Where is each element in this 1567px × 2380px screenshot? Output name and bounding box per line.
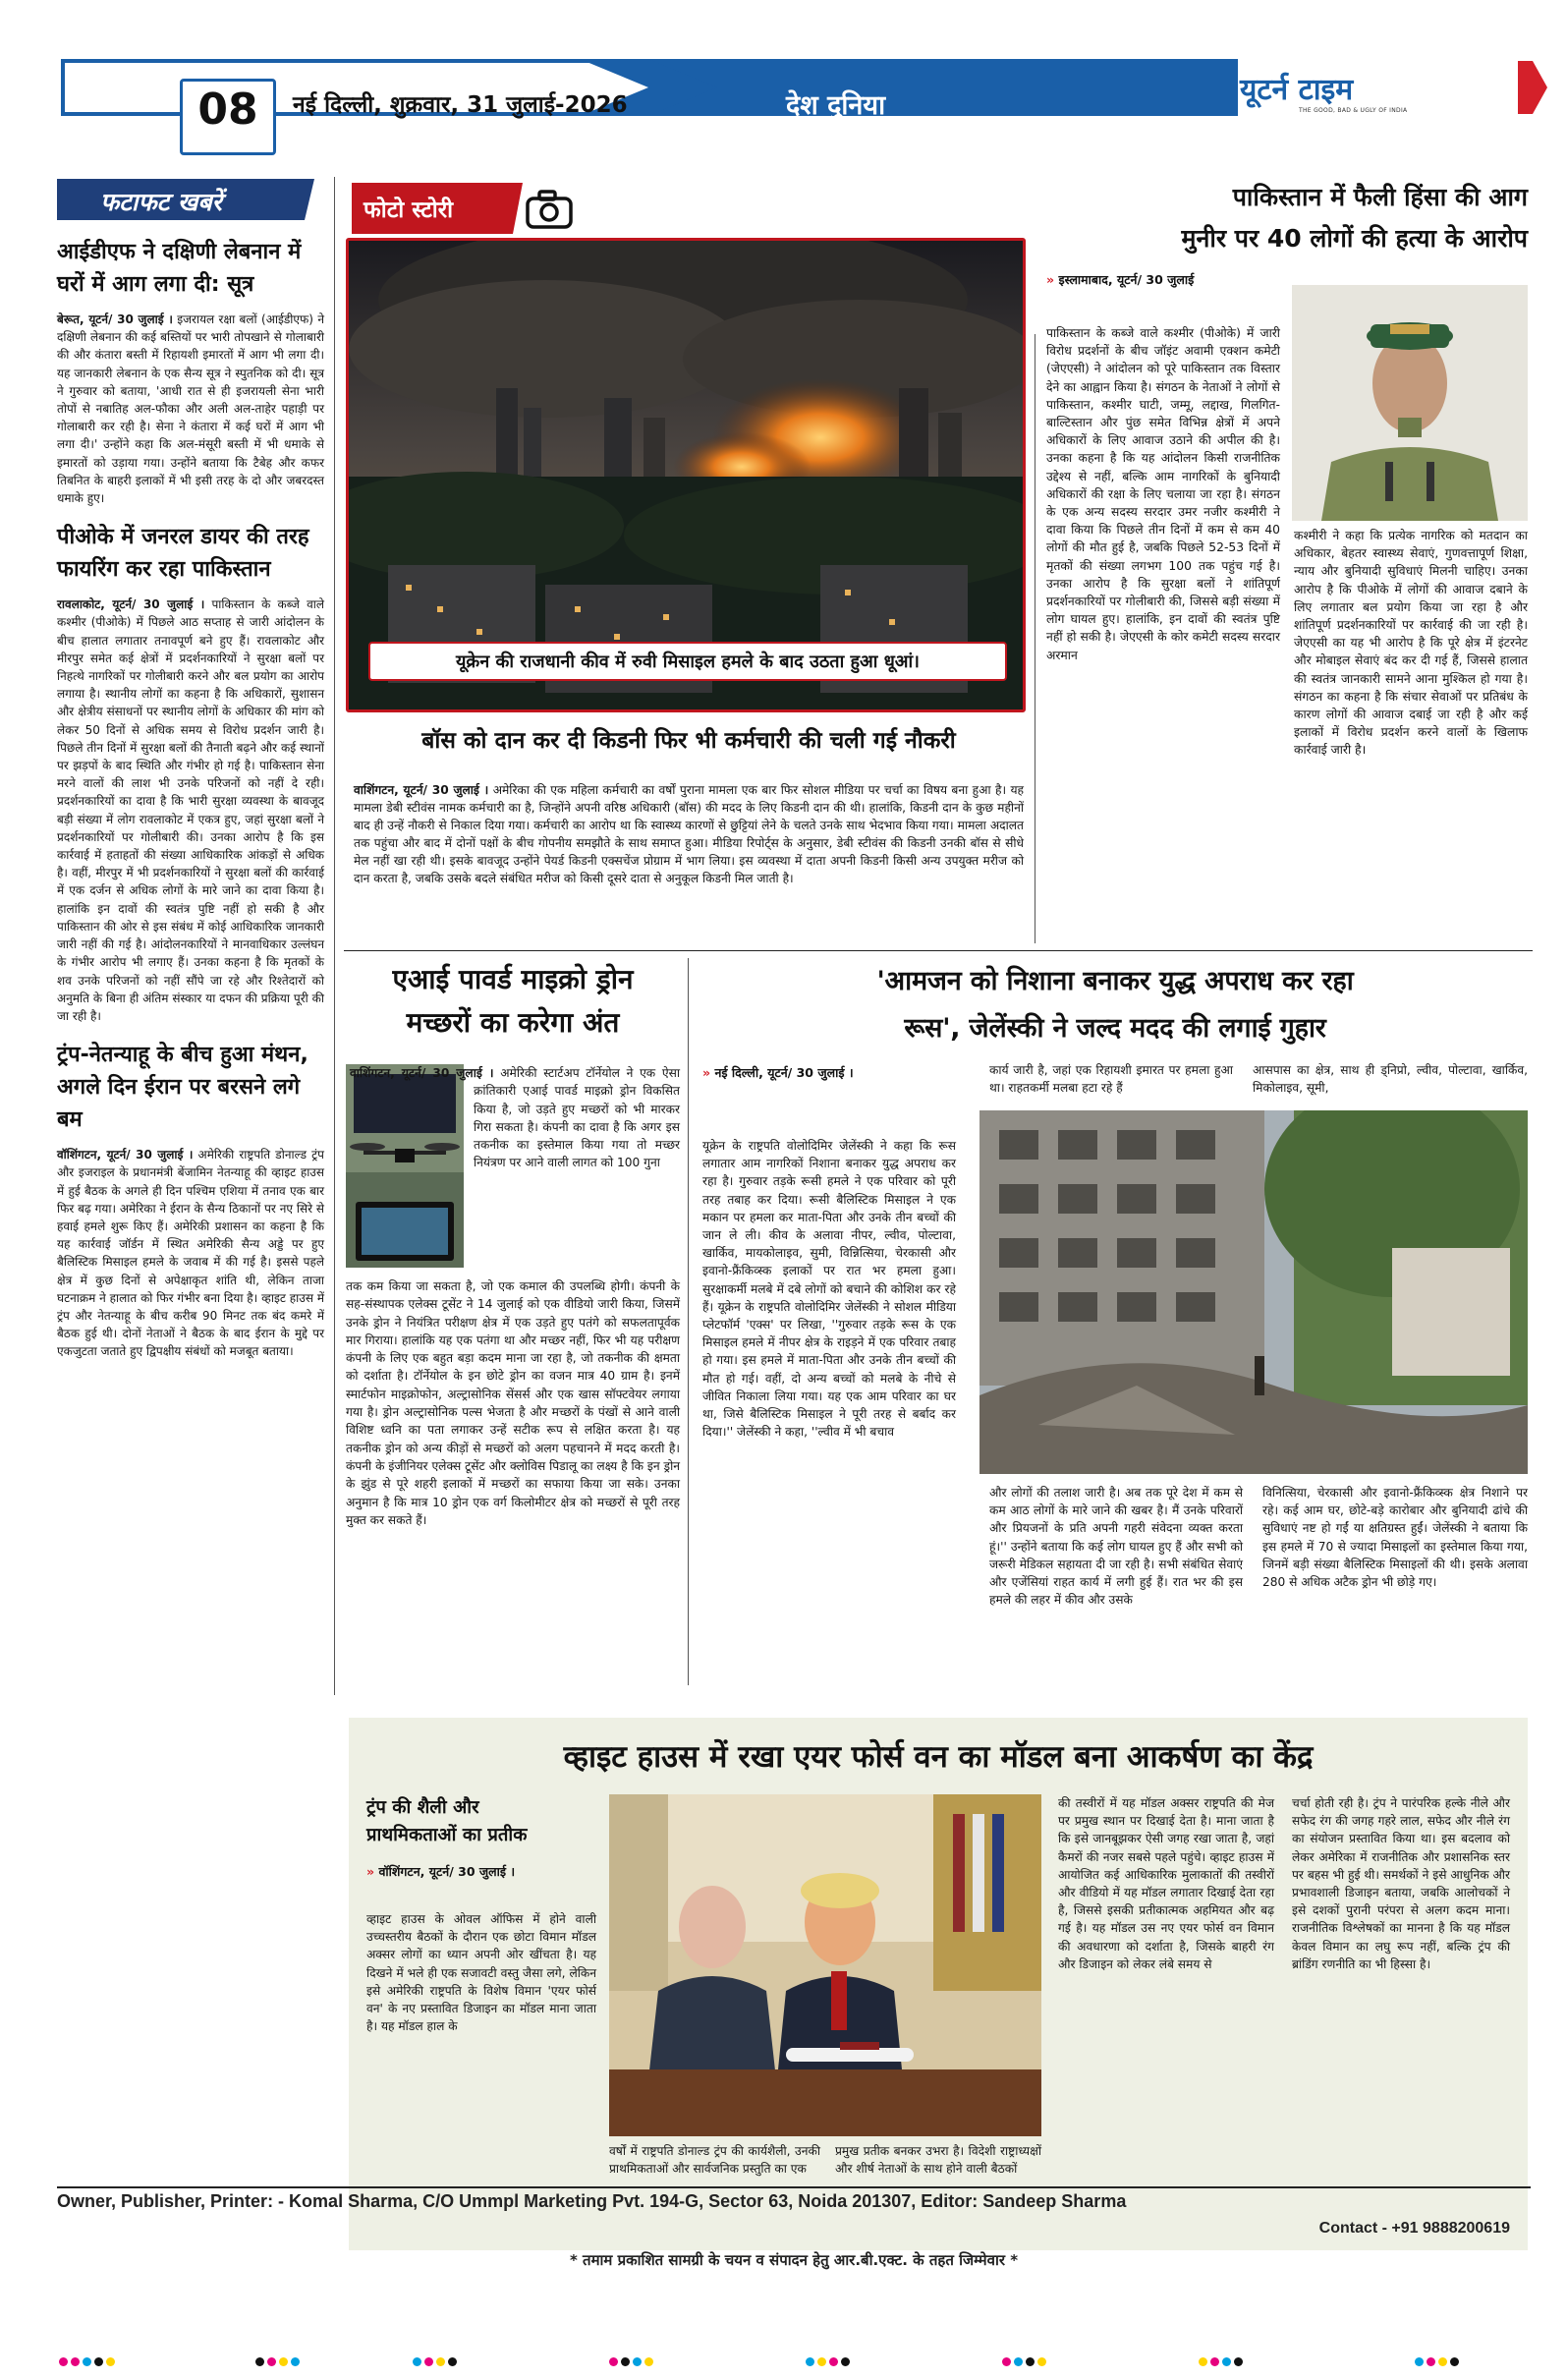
column-divider bbox=[688, 958, 689, 1685]
kidney-story bbox=[354, 722, 1024, 887]
zelensky-col1: यूक्रेन के राष्ट्रपति वोलोदिमिर जेलेंस्की ने कहा कि रूस लगातार आम नागरिकों निशाना बनाकर युद्ध अपराध कर रहा है। गुरुवार तड़के रूसी हमले ने एक परिवार को पूरी तरह तबाह कर दिया। रूसी बैलिस्टिक मिसाइल ने एक मकान पर हमला कर माता-पिता और उनके तीन बच्चों की जान ले ली। कीव के अलावा नीपर, ल्वीव, पोल्टावा, खार्किव, मायकोलाइव, सुमी, विन्नित्सिया, चेरकासी और इवानो-फ्रैंकिव्स्क इलाकों पर रात भर हमला हुआ। सुरक्षाकर्मी मलबे में दबे लोगों को बचाने की कोशिश कर रहे हैं। यूक्रेन के राष्ट्रपति वोलोदिमिर जेलेंस्की ने सोशल मीडिया प्लेटफॉर्म 'एक्स' पर लिखा, ''गुरुवार तड़के रूस के एक मिसाइल हमले में नीपर क्षेत्र के राइड़ने में एक परिवार तबाह हो गया। इस हमले में माता-पिता और उनके तीन बच्चों की मौत हो गई। वहीं, दो अन्य बच्चों को मलबे के नीचे से जीवित निकाला लिया गया। यह एक आम परिवार का घर था, जिसे बैलिस्टिक मिसाइल ने पूरी तरह से बर्बाद कर दिया।'' जेलेंस्की ने कहा, ''ल्वीव में भी बचाव bbox=[702, 1139, 956, 1440]
photo-frame bbox=[346, 238, 1026, 712]
photo-caption: यूक्रेन की राजधानी कीव में रुवी मिसाइल हमले के बाद उठता हुआ धूआं। bbox=[455, 652, 921, 672]
logo-tagline: THE GOOD, BAD & UGLY OF INDIA bbox=[1299, 107, 1408, 114]
zelensky-dateline-text: नई दिल्ली, यूटर्न/ 30 जुलाई । bbox=[714, 1065, 854, 1080]
brief-text: इजरायल रक्षा बलों (आईडीएफ) ने दक्षिणी लेबनान की कई बस्तियों पर भारी तोपखाने से गोलाबारी की और कंतारा बस्ती में रिहायशी इमारतों में आग भी लगा दी। यह जानकारी लेबनान के एक सैन्य सूत्र ने स्पुतनिक को दी। सूत्र ने गुरुवार को बताया, 'आधी रात से ही इजरायली सेना भारी तोपों से नबातिह अल-फौका और अली अल-ताहेर पहाड़ी पर गोलाबारी कर रही है। सेना ने कंतारा में कई घरों में आग भी लगा दी।' उन्होंने कहा कि अल-मंसूरी बस्ती में भी धमाके से इमारतों को उड़ाया गया। उन्होंने बताया कि टैबेह और कफर तिबनित के बाहरी इलाकों में भी इसी तरह के दो और जबरदस्त धमाके हुए। bbox=[57, 312, 324, 506]
whitehouse-col4: चर्चा होती रही है। ट्रंप ने पारंपरिक हल्के नीले और सफेद रंग की जगह गहरे लाल, सफेद और नीले रंग का संयोजन प्रस्तावित किया था। इस बदलाव को लेकर अमेरिका में राजनीतिक और प्रशासनिक स्तर पर बहस भी हुई थी। समर्थकों ने इसे आधुनिक और प्रभावशाली डिजाइन बताया, जबकि आलोचकों ने इसे दशकों पुरानी परंपरा से अलग कदम माना। राजनीतिक विश्लेषकों का मानना है कि यह मॉडल केवल विमान का लघु रूप नहीं, बल्कि ट्रंप की ब्रांडिंग रणनीति का भी हिस्सा है। bbox=[1292, 1796, 1510, 1971]
kidney-dateline: वाशिंगटन, यूटर्न/ 30 जुलाई । bbox=[354, 783, 489, 797]
pakistan-headline-2: मुनीर पर 40 लोगों की हत्या के आरोप bbox=[1181, 224, 1528, 253]
drone-bottom-text: तक कम किया जा सकता है, जो एक कमाल की उपलब्धि होगी। कंपनी के सह-संस्थापक एलेक्स टूसेंट ने 14 जुलाई को एक वीडियो जारी किया, जिसमें उनके ड्रोन ने नियंत्रित परीक्षण क्षेत्र में एक उड़ते हुए पतंगे को सफलतापूर्वक मार गिराया। हालांकि यह एक पतंगा था और मच्छर नहीं, फिर भी यह परीक्षण कंपनी के लिए एक बहुत बड़ा कदम माना जा रहा है, जो तकनीक की क्षमता को दर्शाता है। टॉर्नेयोल के इन छोटे ड्रोन का वजन मात्र 40 ग्राम है। इनमें स्मार्टफोन माइक्रोफोन, अल्ट्रासोनिक सेंसर्स और एक खास सॉफ्टवेयर लगाया गया है। ड्रोन अल्ट्रासोनिक पल्स भेजता है और मच्छरों के पंखों से आने वाली विशिष्ट ध्वनि का पता लगाकर उन्हें सटीक रूप से लक्षित करता है। यह तकनीक ड्रोन को अन्य कीड़ों से मच्छरों को अलग पहचानने में मदद करती है। कंपनी के इंजीनियर एलेक्स टूसेंट और क्लोविस पिडालू का लक्ष्य है कि इन ड्रोन के झुंड से पूरे शहरी इलाकों में मच्छरों का सफाया किया जा सके। उनका अनुमान है कि मात्र 10 ड्रोन एक वर्ग किलोमीटर क्षेत्र को मच्छरों से पूरी तरह मुक्त कर सकते हैं। bbox=[346, 1279, 680, 1527]
brief-body bbox=[57, 1146, 324, 1360]
masthead bbox=[0, 0, 1567, 138]
photo-story-tab bbox=[346, 177, 591, 238]
brief-text: अमेरिकी राष्ट्रपति डोनाल्ड ट्रंप और इजराइल के प्रधानमंत्री बेंजामिन नेतन्याहू की व्हाइट हाउस में हुई बैठक के अगले ही दिन पश्चिम एशिया में तनाव एक बार फिर बढ़ गया। अमेरिका ने ईरान के सैन्य ठिकानों पर नए सिरे से हवाई हमले शुरू किए हैं। अमेरिकी प्रशासन का कहना है कि यह कार्रवाई जॉर्डन में स्थित अमेरिकी सैन्य अड्डे पर हुए बैलिस्टिक मिसाइल हमले के जवाब में की गई है। इससे पहले क्षेत्र में कुछ दिनों से अपेक्षाकृत शांति थी, लेकिन ताजा घटनाक्रम ने हालात को फिर गंभीर बना दिया है। व्हाइट हाउस में ट्रंप और नेतन्याहू के बीच करीब 90 मिनट तक बंद कमरे में बैठक हुई थी। दोनों नेताओं ने बैठक के बाद ईरान के मुद्दे पर एकजुटता जताते हुए द्विपक्षीय संबंधों को मजबूत बताया। bbox=[57, 1148, 324, 1359]
whitehouse-col3: की तस्वीरों में यह मॉडल अक्सर राष्ट्रपति की मेज पर प्रमुख स्थान पर दिखाई देता है। माना जाता है कि इसे जानबूझकर ऐसी जगह रखा जाता है, जहां कैमरों की नजर सबसे पहले पहुंचे। व्हाइट हाउस में आयोजित कई आधिकारिक मुलाकातों की तस्वीरों और वीडियो में यह मॉडल लगातार दिखाई देता रहा है, जिससे इसकी प्रतीकात्मक अहमियत और बढ़ गई है। यह मॉडल उस नए एयर फोर्स वन विमान की अवधारणा को दर्शाता है, जिसके बाहरी रंग और डिजाइन को लेकर लंबे समय से bbox=[1058, 1796, 1274, 1971]
kidney-headline: बॉस को दान कर दी किडनी फिर भी कर्मचारी की चली गई नौकरी bbox=[421, 728, 956, 754]
munir-photo-image bbox=[1292, 285, 1528, 521]
contact: Contact - +91 9888200619 bbox=[1318, 2220, 1510, 2237]
kidney-text: अमेरिका की एक महिला कर्मचारी का वर्षों पुराना मामला एक बार फिर सोशल मीडिया पर चर्चा का विषय बना हुआ है। यह मामला डेबी स्टीवंस नामक कर्मचारी का है, जिन्होंने अपनी वरिष्ठ अधिकारी (बॉस) की मदद के लिए किडनी दान की थी। हालांकि, किडनी दान के कुछ महीनों बाद ही उन्हें नौकरी से निकाल दिया गया। कर्मचारी का आरोप था कि स्वास्थ्य कारणों से छुट्टियां लेने के चलते उनके साथ भेदभाव किया गया। मामला अदालत तक पहुंचा और बाद में दोनों पक्षों के बीच गोपनीय समझौते के साथ समाप्त हुआ। मीडिया रिपोर्ट्स के अनुसार, डेबी स्टीवंस की किडनी उनकी बॉस से सीधे मेल नहीं खा रही थी। इसके बावजूद उन्होंने पेयर्ड किडनी एक्सचेंज प्रोग्राम में भाग लिया। इस व्यवस्था में दाता अपनी किडनी किसी अन्य उपयुक्त मरीज को दान करता है, जबकि उसके बदले संबंधित मरीज को किसी दूसरे दाता से अनुकूल किडनी मिल जाती है। bbox=[354, 783, 1025, 885]
whitehouse-under1: वर्षों में राष्ट्रपति डोनाल्ड ट्रंप की कार्यशैली, उनकी प्राथमिकताओं और सार्वजनिक प्रस्तुति का एक bbox=[609, 2144, 820, 2177]
chevron-right-icon: » bbox=[1046, 272, 1055, 287]
imprint: Owner, Publisher, Printer: - Komal Sharma, C/O Ummpl Marketing Pvt. 194-G, Sector 63, Noida 201307, Editor: Sandeep Sharma bbox=[57, 2191, 1127, 2211]
zelensky-headline-2: रूस', जेलेंस्की ने जल्द मदद की लगाई गुहार bbox=[904, 1013, 1326, 1044]
registration-marks bbox=[59, 2352, 1513, 2365]
brief-headline: पीओके में जनरल डायर की तरह फायरिंग कर रहा पाकिस्तान bbox=[57, 525, 309, 583]
pakistan-dateline-text: इस्लामाबाद, यूटर्न/ 30 जुलाई bbox=[1058, 272, 1195, 287]
whitehouse-col1: व्हाइट हाउस के ओवल ऑफिस में होने वाली उच्चस्तरीय बैठकों के दौरान एक छोटा विमान मॉडल अक्सर लोगों का ध्यान अपनी ओर खींचता है। यह दिखने में भले ही एक सजावटी वस्तु जैसा लगे, लेकिन इसे अमेरिकी राष्ट्रपति के विशेष विमान 'एयर फोर्स वन' के नए प्रस्तावित डिजाइन का मॉडल माना जाता है। यह मॉडल हाल के bbox=[366, 1912, 596, 2034]
photo-story bbox=[346, 177, 1026, 712]
chevron-right-icon: » bbox=[366, 1864, 375, 1879]
footer-rule bbox=[57, 2186, 1531, 2188]
logo-text: यूटर्न टाइम bbox=[1240, 73, 1354, 107]
section-divider bbox=[344, 950, 1533, 951]
whitehouse-dateline bbox=[366, 1863, 602, 1880]
dateline: नई दिल्ली, शुक्रवार, 31 जुलाई-2026 bbox=[293, 92, 628, 118]
brief-body bbox=[57, 311, 324, 507]
subhead-line-2: प्राथमिकताओं का प्रतीक bbox=[366, 1825, 528, 1845]
chevron-right-icon: » bbox=[702, 1065, 711, 1080]
page-number: 08 bbox=[197, 85, 258, 135]
disclaimer: * तमाम प्रकाशित सामग्री के चयन व संपादन हेतु आर.बी.एक्ट. के तहत जिम्मेवार * bbox=[569, 2251, 1019, 2269]
zelensky-photo bbox=[979, 1110, 1528, 1474]
brief-column bbox=[57, 177, 324, 2270]
brief-headline: ट्रंप-नेतन्याहू के बीच हुआ मंथन, अगले दिन ईरान पर बरसने लगे बम bbox=[57, 1043, 308, 1133]
logo bbox=[1240, 74, 1485, 133]
zelensky-story bbox=[702, 958, 1528, 1685]
brief-label-text: फटाफट खबरें bbox=[100, 188, 222, 216]
drone-byline bbox=[346, 1064, 680, 1172]
whitehouse-under2: प्रमुख प्रतीक बनकर उभरा है। विदेशी राष्ट्राध्यक्षों और शीर्ष नेताओं के साथ होने वाली बैठकों bbox=[835, 2144, 1041, 2177]
brief-body bbox=[57, 595, 324, 1025]
brief-story-2 bbox=[57, 521, 324, 1025]
column-divider bbox=[334, 177, 335, 1695]
pakistan-col1: पाकिस्तान के कब्जे वाले कश्मीर (पीओके) में जारी विरोध प्रदर्शनों के बीच जॉइंट अवामी एक्शन कमेटी (जेएएसी) ने आंदोलन को पूरे पाकिस्तान तक विस्तार देने का आह्वान किया है। संगठन के नेताओं ने लोगों से पाकिस्तान, कश्मीर घाटी, जम्मू, लद्दाख, गिलगित-बाल्टिस्तान और पुंछ समेत विभिन्न क्षेत्रों में अपने अधिकारों के लिए आवाज उठाने की अपील की है। उनका कहना है कि यह आंदोलन किसी राजनीतिक उद्देश्य से नहीं, बल्कि आम नागरिकों के बुनियादी अधिकारों की रक्षा के लिए चलाया जा रहा है। संगठन के एक अन्य सदस्य सरदार उमर नजीर कश्मीरी ने दावा किया कि पिछले तीन दिनों में कम से कम 40 लोगों की मौत हुई है, जबकि पिछले 52-53 दिनों में मृतकों की संख्या लगभग 100 तक पहुंच गई है। उनका आरोप है कि सुरक्षा बलों ने शांतिपूर्ण प्रदर्शनकारियों पर गोलीबारी की, जिससे बड़ी संख्या में लोग घायल हुए। हालांकि, इन दावों की स्वतंत्र पुष्टि नहीं हो सकी है। जेएएसी के कोर कमेटी सदस्य सरदार अरमान bbox=[1046, 326, 1280, 662]
brief-dateline: बेरूत, यूटर्न/ 30 जुलाई । bbox=[57, 312, 173, 326]
drone-story bbox=[346, 958, 680, 1685]
kidney-body bbox=[354, 781, 1024, 887]
zelensky-headline-1: 'आमजन को निशाना बनाकर युद्ध अपराध कर रहा bbox=[876, 966, 1354, 996]
section-title: देश दुनिया bbox=[786, 90, 886, 121]
pakistan-headline-1: पाकिस्तान में फैली हिंसा की आग bbox=[1232, 183, 1528, 211]
subhead-line-1: ट्रंप की शैली और bbox=[366, 1797, 479, 1818]
brief-dateline: रावलाकोट, यूटर्न/ 30 जुलाई । bbox=[57, 597, 205, 612]
brief-section-label bbox=[57, 177, 324, 222]
pakistan-col2: कश्मीरी ने कहा कि प्रत्येक नागरिक को मतदान का अधिकार, बेहतर स्वास्थ्य सेवाएं, गुणवत्तापूर्ण शिक्षा, न्याय और बुनियादी सुविधाएं मिलनी चाहिए। उनका आरोप है कि पीओके में लोगों की आवाज दबाने के लिए लगातार बल प्रयोग किया जा रहा है और शांतिपूर्ण प्रदर्शनकारियों पर कार्रवाई की जा रही है। जेएएसी का यह भी आरोप है कि पूरे क्षेत्र में इंटरनेट और मोबाइल सेवाएं बंद कर दी गई हैं, जिससे हालात की स्वतंत्र जानकारी सामने आना मुश्किल हो गया है। संगठन का कहना है कि संचार सेवाओं पर प्रतिबंध के कारण लोगों की आवाज दबाई जा रही है और कई इलाकों में विरोध प्रदर्शन करने वालों के खिलाफ कार्रवाई जारी है। bbox=[1294, 529, 1528, 758]
oval-office-photo bbox=[609, 1794, 1041, 2136]
drone-top-body: अमेरिकी स्टार्टअप टॉर्नेयोल ने एक ऐसा क्रांतिकारी एआई पावर्ड माइक्रो ड्रोन विकसित किया है, जो उड़ते हुए मच्छरों को भी मारकर गिरा सकता है। कंपनी का दावा है कि अगर इस तकनीक का इस्तेमाल किया गया तो मच्छर नियंत्रण पर आने वाली लागत को 100 गुना bbox=[474, 1066, 681, 1170]
brief-story-1 bbox=[57, 236, 324, 507]
zelensky-col3: विनित्सिया, चेरकासी और इवानो-फ्रैंकिव्स्क क्षेत्र निशाने पर रहे। कई आम घर, छोटे-बड़े कारोबार और बुनियादी ढांचे की सुविधाएं नष्ट हो गईं या क्षतिग्रस्त हुईं। जेलेंस्की ने बताया कि इस हमले में 70 से ज्यादा मिसाइलों का इस्तेमाल किया गया, जिनमें बड़ी संख्या बैलिस्टिक मिसाइलों की थी। इसके अलावा 280 से अधिक अटैक ड्रोन भी छोड़े गए। bbox=[1262, 1486, 1528, 1590]
zelensky-top-col2: कार्य जारी है, जहां एक रिहायशी इमारत पर हमला हुआ था। राहतकर्मी मलबा हटा रहे हैं bbox=[989, 1063, 1233, 1096]
whitehouse-photo bbox=[609, 1794, 1041, 2136]
whitehouse-story bbox=[349, 1718, 1528, 2250]
brief-headline: आईडीएफ ने दक्षिणी लेबनान में घरों में आग लगा दी: सूत्र bbox=[57, 240, 302, 297]
whitehouse-dateline-text: वॉशिंगटन, यूटर्न/ 30 जुलाई । bbox=[378, 1864, 516, 1879]
drone-dateline: वाशिंगटन, यूटर्न/ 30 जुलाई । bbox=[350, 1066, 494, 1080]
brief-text: पाकिस्तान के कब्जे वाले कश्मीर (पीओके) में पिछले आठ सप्ताह से जारी आंदोलन के बीच हालात लगातार तनावपूर्ण बने हुए हैं। रावलाकोट और मीरपुर समेत कई क्षेत्रों में प्रदर्शनकारियों ने सुरक्षा बलों पर निहत्थे नागरिकों पर गोलीबारी करने और बल प्रयोग का आरोप लगाया है। स्थानीय लोगों का कहना है कि अधिकारों, सुशासन और क्षेत्रीय संसाधनों पर स्थानीय लोगों के अधिकार की मांग को लेकर 50 दिनों से अधिक समय से विरोध प्रदर्शन जारी है। पिछले तीन दिनों में सुरक्षा बलों की तैनाती बढ़ने और कई स्थानों पर झड़पों के बाद स्थिति और गंभीर हो गई है। पाकिस्तान सेना मरने वालों की लाश भी उनके परिजनों को नहीं दे रही। प्रदर्शनकारियों का दावा है कि भारी सुरक्षा व्यवस्था के बावजूद बड़ी संख्या में लोग रावलाकोट में एकत्र हुए, जहां सुरक्षा बलों ने प्रदर्शनकारियों पर गोलीबारी की। उनका आरोप है कि इस कार्रवाई में हताहतों की संख्या आधिकारिक आंकड़ों से अधिक है। वहीं, मीरपुर में भी प्रदर्शनकारियों ने सुरक्षा बलों की कार्रवाई में एक दर्जन से अधिक लोगों के मारे जाने का दावा किया है। हालांकि इन दावों की स्वतंत्र पुष्टि नहीं हो सकी है और पाकिस्तान की ओर से इस संबंध में कोई आधिकारिक जानकारी जारी नहीं की गई है। आंदोलनकारियों ने मानवाधिकार उल्लंघन के गंभीर आरोप भी लगाए हैं। उनका कहना है कि मृतकों के शव उनके परिजनों को नहीं सौंपे जा रहे और रिश्तेदारों को अनुमति के बिना ही अंतिम संस्कार या दफन की प्रक्रिया पूरी की जा रही है। bbox=[57, 597, 324, 1023]
whitehouse-headline: व्हाइट हाउस में रखा एयर फोर्स वन का मॉडल बना आकर्षण का केंद्र bbox=[563, 1739, 1314, 1775]
drone-top-text bbox=[350, 1064, 681, 1172]
drone-headline-2: मच्छरों का करेगा अंत bbox=[406, 1006, 620, 1039]
photo-story-label: फोटो स्टोरी bbox=[364, 198, 454, 223]
zelensky-dateline bbox=[702, 1064, 854, 1081]
munir-photo bbox=[1292, 285, 1528, 521]
brief-dateline: वॉशिंगटन, यूटर्न/ 30 जुलाई । bbox=[57, 1148, 194, 1162]
zelensky-top-col3: आसपास का क्षेत्र, साथ ही ड्निप्रो, ल्वीव, पोल्टावा, खार्किव, मिकोलाइव, सूमी, bbox=[1253, 1063, 1528, 1096]
pakistan-story bbox=[1046, 177, 1528, 953]
drone-headline-1: एआई पावर्ड माइक्रो ड्रोन bbox=[392, 963, 634, 995]
whitehouse-subhead bbox=[366, 1794, 602, 1880]
brief-story-3 bbox=[57, 1039, 324, 1360]
camera-icon bbox=[525, 189, 574, 230]
zelensky-col2: और लोगों की तलाश जारी है। अब तक पूरे देश में कम से कम आठ लोगों के मारे जाने की खबर है। मैं उनके परिवारों और प्रियजनों के प्रति अपनी गहरी संवेदना व्यक्त करता हूं।'' उन्होंने बताया कि कई लोग घायल हुए हैं और सभी को जरूरी मेडिकल सहायता दी जा रही है। सभी संबंधित सेवाएं और एजेंसियां राहत कार्य में लगी हुई हैं। रात भर की इस हमले की लहर में कीव और उसके bbox=[989, 1486, 1243, 1608]
damaged-building-photo bbox=[979, 1110, 1528, 1474]
